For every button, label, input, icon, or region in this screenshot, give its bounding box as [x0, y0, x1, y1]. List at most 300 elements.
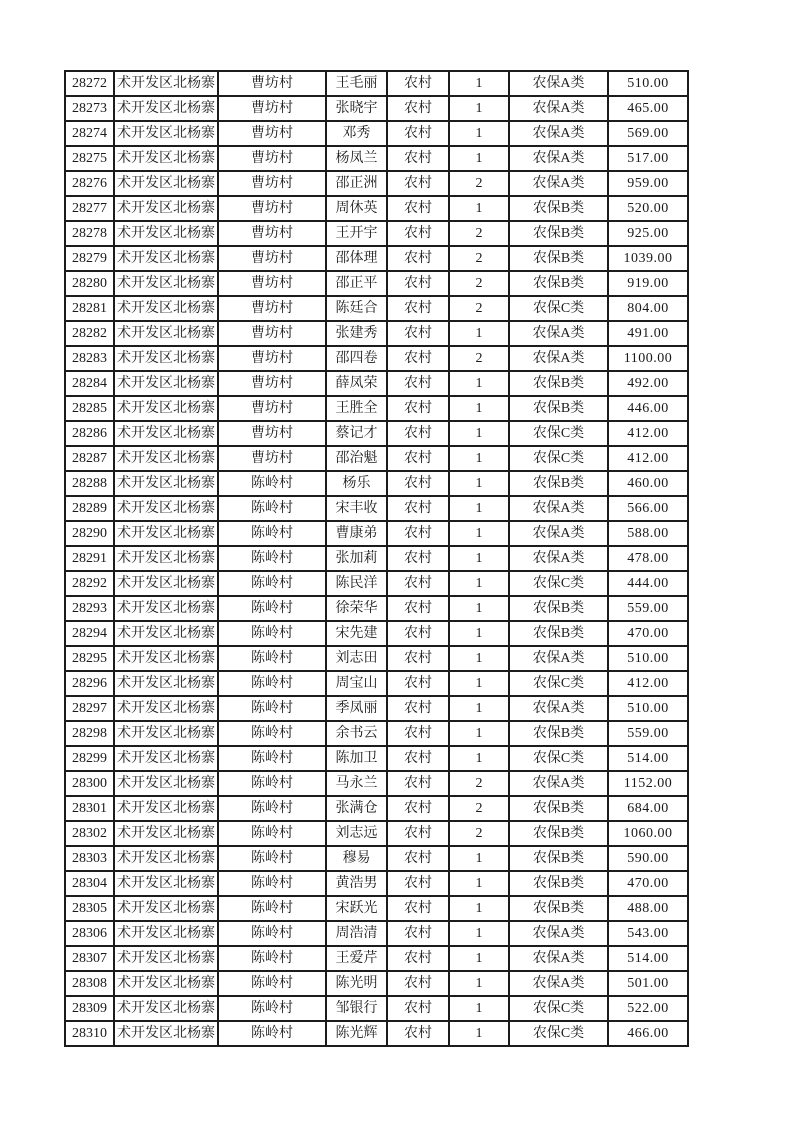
- residence-cell: 农村: [387, 746, 449, 771]
- table-row: [65, 246, 688, 271]
- count-cell: 1: [449, 396, 509, 421]
- id-cell: 28276: [65, 171, 114, 196]
- id-cell: 28307: [65, 946, 114, 971]
- village-cell: 曹坊村: [218, 71, 326, 96]
- category-cell: 农保A类: [509, 346, 608, 371]
- amount-cell: 1100.00: [608, 346, 688, 371]
- category-cell: 农保C类: [509, 571, 608, 596]
- name-cell: 邵体理: [326, 246, 387, 271]
- district-cell: 术开发区北杨寨: [114, 446, 218, 471]
- residence-cell: 农村: [387, 646, 449, 671]
- category-cell: 农保A类: [509, 171, 608, 196]
- village-cell: 曹坊村: [218, 371, 326, 396]
- id-cell: 28297: [65, 696, 114, 721]
- count-cell: 1: [449, 496, 509, 521]
- district-cell: 术开发区北杨寨: [114, 321, 218, 346]
- amount-cell: 510.00: [608, 696, 688, 721]
- district-cell: 术开发区北杨寨: [114, 971, 218, 996]
- amount-cell: 412.00: [608, 446, 688, 471]
- count-cell: 1: [449, 121, 509, 146]
- id-cell: 28310: [65, 1021, 114, 1046]
- category-cell: 农保B类: [509, 196, 608, 221]
- residence-cell: 农村: [387, 321, 449, 346]
- village-cell: 曹坊村: [218, 296, 326, 321]
- village-cell: 陈岭村: [218, 671, 326, 696]
- id-cell: 28294: [65, 621, 114, 646]
- table-row: [65, 521, 688, 546]
- count-cell: 1: [449, 896, 509, 921]
- id-cell: 28302: [65, 821, 114, 846]
- amount-cell: 465.00: [608, 96, 688, 121]
- district-cell: 术开发区北杨寨: [114, 121, 218, 146]
- name-cell: 穆易: [326, 846, 387, 871]
- residence-cell: 农村: [387, 221, 449, 246]
- table-row: [65, 396, 688, 421]
- category-cell: 农保C类: [509, 446, 608, 471]
- amount-cell: 517.00: [608, 146, 688, 171]
- count-cell: 1: [449, 196, 509, 221]
- table-row: [65, 171, 688, 196]
- id-cell: 28280: [65, 271, 114, 296]
- residence-cell: 农村: [387, 696, 449, 721]
- village-cell: 陈岭村: [218, 946, 326, 971]
- count-cell: 1: [449, 871, 509, 896]
- table-row: [65, 546, 688, 571]
- village-cell: 曹坊村: [218, 196, 326, 221]
- count-cell: 1: [449, 946, 509, 971]
- residence-cell: 农村: [387, 346, 449, 371]
- table-row: [65, 971, 688, 996]
- district-cell: 术开发区北杨寨: [114, 871, 218, 896]
- category-cell: 农保A类: [509, 146, 608, 171]
- id-cell: 28272: [65, 71, 114, 96]
- table-row: [65, 846, 688, 871]
- district-cell: 术开发区北杨寨: [114, 596, 218, 621]
- table-row: [65, 96, 688, 121]
- category-cell: 农保C类: [509, 746, 608, 771]
- amount-cell: 522.00: [608, 996, 688, 1021]
- table-row: [65, 821, 688, 846]
- residence-cell: 农村: [387, 821, 449, 846]
- residence-cell: 农村: [387, 371, 449, 396]
- district-cell: 术开发区北杨寨: [114, 96, 218, 121]
- count-cell: 2: [449, 796, 509, 821]
- name-cell: 张加莉: [326, 546, 387, 571]
- village-cell: 曹坊村: [218, 121, 326, 146]
- id-cell: 28281: [65, 296, 114, 321]
- count-cell: 1: [449, 696, 509, 721]
- amount-cell: 460.00: [608, 471, 688, 496]
- district-cell: 术开发区北杨寨: [114, 146, 218, 171]
- category-cell: 农保A类: [509, 646, 608, 671]
- count-cell: 2: [449, 221, 509, 246]
- district-cell: 术开发区北杨寨: [114, 646, 218, 671]
- amount-cell: 501.00: [608, 971, 688, 996]
- category-cell: 农保A类: [509, 921, 608, 946]
- residence-cell: 农村: [387, 171, 449, 196]
- village-cell: 陈岭村: [218, 471, 326, 496]
- count-cell: 1: [449, 746, 509, 771]
- name-cell: 陈加卫: [326, 746, 387, 771]
- village-cell: 陈岭村: [218, 696, 326, 721]
- amount-cell: 543.00: [608, 921, 688, 946]
- residence-cell: 农村: [387, 896, 449, 921]
- table-row: [65, 871, 688, 896]
- residence-cell: 农村: [387, 396, 449, 421]
- name-cell: 王爱芹: [326, 946, 387, 971]
- name-cell: 刘志远: [326, 821, 387, 846]
- name-cell: 陈民洋: [326, 571, 387, 596]
- district-cell: 术开发区北杨寨: [114, 546, 218, 571]
- village-cell: 陈岭村: [218, 846, 326, 871]
- count-cell: 1: [449, 446, 509, 471]
- category-cell: 农保B类: [509, 246, 608, 271]
- village-cell: 曹坊村: [218, 446, 326, 471]
- village-cell: 陈岭村: [218, 721, 326, 746]
- district-cell: 术开发区北杨寨: [114, 896, 218, 921]
- category-cell: 农保B类: [509, 471, 608, 496]
- village-cell: 陈岭村: [218, 996, 326, 1021]
- amount-cell: 569.00: [608, 121, 688, 146]
- name-cell: 王胜全: [326, 396, 387, 421]
- village-cell: 陈岭村: [218, 971, 326, 996]
- district-cell: 术开发区北杨寨: [114, 921, 218, 946]
- count-cell: 1: [449, 371, 509, 396]
- count-cell: 1: [449, 96, 509, 121]
- category-cell: 农保A类: [509, 96, 608, 121]
- category-cell: 农保C类: [509, 996, 608, 1021]
- district-cell: 术开发区北杨寨: [114, 221, 218, 246]
- name-cell: 宋先建: [326, 621, 387, 646]
- residence-cell: 农村: [387, 296, 449, 321]
- residence-cell: 农村: [387, 271, 449, 296]
- district-cell: 术开发区北杨寨: [114, 496, 218, 521]
- name-cell: 宋丰收: [326, 496, 387, 521]
- name-cell: 马永兰: [326, 771, 387, 796]
- name-cell: 黄浩男: [326, 871, 387, 896]
- amount-cell: 1152.00: [608, 771, 688, 796]
- category-cell: 农保A类: [509, 521, 608, 546]
- category-cell: 农保B类: [509, 596, 608, 621]
- name-cell: 杨乐: [326, 471, 387, 496]
- table-row: [65, 746, 688, 771]
- district-cell: 术开发区北杨寨: [114, 696, 218, 721]
- id-cell: 28290: [65, 521, 114, 546]
- district-cell: 术开发区北杨寨: [114, 246, 218, 271]
- residence-cell: 农村: [387, 446, 449, 471]
- category-cell: 农保B类: [509, 796, 608, 821]
- count-cell: 1: [449, 921, 509, 946]
- name-cell: 余书云: [326, 721, 387, 746]
- category-cell: 农保A类: [509, 696, 608, 721]
- name-cell: 邹银行: [326, 996, 387, 1021]
- district-cell: 术开发区北杨寨: [114, 996, 218, 1021]
- id-cell: 28309: [65, 996, 114, 1021]
- name-cell: 徐荣华: [326, 596, 387, 621]
- count-cell: 1: [449, 521, 509, 546]
- name-cell: 张晓宇: [326, 96, 387, 121]
- table-row: [65, 671, 688, 696]
- id-cell: 28282: [65, 321, 114, 346]
- amount-cell: 684.00: [608, 796, 688, 821]
- id-cell: 28275: [65, 146, 114, 171]
- amount-cell: 510.00: [608, 71, 688, 96]
- id-cell: 28286: [65, 421, 114, 446]
- table-row: [65, 71, 688, 96]
- amount-cell: 412.00: [608, 671, 688, 696]
- name-cell: 蔡记才: [326, 421, 387, 446]
- amount-cell: 919.00: [608, 271, 688, 296]
- count-cell: 1: [449, 1021, 509, 1046]
- category-cell: 农保C类: [509, 421, 608, 446]
- count-cell: 1: [449, 321, 509, 346]
- name-cell: 薛凤荣: [326, 371, 387, 396]
- id-cell: 28292: [65, 571, 114, 596]
- village-cell: 曹坊村: [218, 246, 326, 271]
- amount-cell: 804.00: [608, 296, 688, 321]
- district-cell: 术开发区北杨寨: [114, 196, 218, 221]
- count-cell: 2: [449, 771, 509, 796]
- name-cell: 王开宇: [326, 221, 387, 246]
- id-cell: 28288: [65, 471, 114, 496]
- name-cell: 陈光辉: [326, 1021, 387, 1046]
- count-cell: 1: [449, 421, 509, 446]
- count-cell: 1: [449, 621, 509, 646]
- village-cell: 陈岭村: [218, 546, 326, 571]
- amount-cell: 566.00: [608, 496, 688, 521]
- village-cell: 曹坊村: [218, 346, 326, 371]
- residence-cell: 农村: [387, 421, 449, 446]
- village-cell: 陈岭村: [218, 571, 326, 596]
- count-cell: 2: [449, 296, 509, 321]
- table-row: [65, 146, 688, 171]
- residence-cell: 农村: [387, 196, 449, 221]
- id-cell: 28289: [65, 496, 114, 521]
- count-cell: 1: [449, 996, 509, 1021]
- district-cell: 术开发区北杨寨: [114, 846, 218, 871]
- village-cell: 陈岭村: [218, 496, 326, 521]
- category-cell: 农保A类: [509, 496, 608, 521]
- id-cell: 28306: [65, 921, 114, 946]
- category-cell: 农保B类: [509, 271, 608, 296]
- residence-cell: 农村: [387, 571, 449, 596]
- residence-cell: 农村: [387, 871, 449, 896]
- category-cell: 农保A类: [509, 771, 608, 796]
- count-cell: 2: [449, 171, 509, 196]
- amount-cell: 559.00: [608, 721, 688, 746]
- name-cell: 周浩清: [326, 921, 387, 946]
- table-row: [65, 371, 688, 396]
- id-cell: 28291: [65, 546, 114, 571]
- table-row: [65, 621, 688, 646]
- count-cell: 1: [449, 146, 509, 171]
- district-cell: 术开发区北杨寨: [114, 346, 218, 371]
- id-cell: 28299: [65, 746, 114, 771]
- category-cell: 农保A类: [509, 971, 608, 996]
- count-cell: 1: [449, 846, 509, 871]
- category-cell: 农保A类: [509, 121, 608, 146]
- district-cell: 术开发区北杨寨: [114, 296, 218, 321]
- count-cell: 2: [449, 821, 509, 846]
- table-row: [65, 646, 688, 671]
- table-row: [65, 696, 688, 721]
- residence-cell: 农村: [387, 996, 449, 1021]
- count-cell: 1: [449, 596, 509, 621]
- residence-cell: 农村: [387, 596, 449, 621]
- amount-cell: 514.00: [608, 946, 688, 971]
- residence-cell: 农村: [387, 721, 449, 746]
- district-cell: 术开发区北杨寨: [114, 521, 218, 546]
- village-cell: 曹坊村: [218, 396, 326, 421]
- table-row: [65, 196, 688, 221]
- table-row: [65, 921, 688, 946]
- count-cell: 2: [449, 246, 509, 271]
- id-cell: 28293: [65, 596, 114, 621]
- category-cell: 农保B类: [509, 371, 608, 396]
- amount-cell: 470.00: [608, 871, 688, 896]
- residence-cell: 农村: [387, 471, 449, 496]
- id-cell: 28284: [65, 371, 114, 396]
- residence-cell: 农村: [387, 121, 449, 146]
- count-cell: 1: [449, 971, 509, 996]
- table-row: [65, 796, 688, 821]
- residence-cell: 农村: [387, 671, 449, 696]
- name-cell: 邵正平: [326, 271, 387, 296]
- id-cell: 28296: [65, 671, 114, 696]
- district-cell: 术开发区北杨寨: [114, 1021, 218, 1046]
- residence-cell: 农村: [387, 521, 449, 546]
- village-cell: 曹坊村: [218, 146, 326, 171]
- name-cell: 刘志田: [326, 646, 387, 671]
- amount-cell: 1039.00: [608, 246, 688, 271]
- id-cell: 28301: [65, 796, 114, 821]
- amount-cell: 520.00: [608, 196, 688, 221]
- village-cell: 曹坊村: [218, 221, 326, 246]
- id-cell: 28273: [65, 96, 114, 121]
- name-cell: 邵治魁: [326, 446, 387, 471]
- amount-cell: 559.00: [608, 596, 688, 621]
- village-cell: 陈岭村: [218, 621, 326, 646]
- amount-cell: 492.00: [608, 371, 688, 396]
- amount-cell: 491.00: [608, 321, 688, 346]
- name-cell: 邵四卷: [326, 346, 387, 371]
- residence-cell: 农村: [387, 971, 449, 996]
- district-cell: 术开发区北杨寨: [114, 771, 218, 796]
- id-cell: 28303: [65, 846, 114, 871]
- id-cell: 28277: [65, 196, 114, 221]
- table-row: [65, 596, 688, 621]
- amount-cell: 590.00: [608, 846, 688, 871]
- category-cell: 农保A类: [509, 946, 608, 971]
- name-cell: 周宝山: [326, 671, 387, 696]
- name-cell: 季凤丽: [326, 696, 387, 721]
- village-cell: 陈岭村: [218, 896, 326, 921]
- district-cell: 术开发区北杨寨: [114, 471, 218, 496]
- table-row: [65, 321, 688, 346]
- count-cell: 2: [449, 346, 509, 371]
- category-cell: 农保B类: [509, 621, 608, 646]
- count-cell: 1: [449, 71, 509, 96]
- id-cell: 28304: [65, 871, 114, 896]
- count-cell: 1: [449, 671, 509, 696]
- amount-cell: 446.00: [608, 396, 688, 421]
- village-cell: 陈岭村: [218, 1021, 326, 1046]
- table-row: [65, 271, 688, 296]
- village-cell: 陈岭村: [218, 921, 326, 946]
- amount-cell: 470.00: [608, 621, 688, 646]
- id-cell: 28283: [65, 346, 114, 371]
- residence-cell: 农村: [387, 796, 449, 821]
- amount-cell: 510.00: [608, 646, 688, 671]
- residence-cell: 农村: [387, 771, 449, 796]
- name-cell: 王毛丽: [326, 71, 387, 96]
- table-row: [65, 496, 688, 521]
- village-cell: 陈岭村: [218, 646, 326, 671]
- name-cell: 邓秀: [326, 121, 387, 146]
- category-cell: 农保A类: [509, 71, 608, 96]
- residence-cell: 农村: [387, 96, 449, 121]
- residence-cell: 农村: [387, 246, 449, 271]
- table-row: [65, 721, 688, 746]
- village-cell: 曹坊村: [218, 321, 326, 346]
- id-cell: 28278: [65, 221, 114, 246]
- name-cell: 张满仓: [326, 796, 387, 821]
- village-cell: 曹坊村: [218, 96, 326, 121]
- table-body: [65, 71, 688, 1046]
- district-cell: 术开发区北杨寨: [114, 621, 218, 646]
- district-cell: 术开发区北杨寨: [114, 671, 218, 696]
- district-cell: 术开发区北杨寨: [114, 821, 218, 846]
- table-row: [65, 896, 688, 921]
- amount-cell: 444.00: [608, 571, 688, 596]
- id-cell: 28300: [65, 771, 114, 796]
- category-cell: 农保A类: [509, 546, 608, 571]
- amount-cell: 514.00: [608, 746, 688, 771]
- table-row: [65, 346, 688, 371]
- count-cell: 1: [449, 646, 509, 671]
- village-cell: 曹坊村: [218, 421, 326, 446]
- residence-cell: 农村: [387, 496, 449, 521]
- district-cell: 术开发区北杨寨: [114, 946, 218, 971]
- id-cell: 28298: [65, 721, 114, 746]
- table-row: [65, 771, 688, 796]
- count-cell: 1: [449, 471, 509, 496]
- district-cell: 术开发区北杨寨: [114, 371, 218, 396]
- category-cell: 农保A类: [509, 321, 608, 346]
- id-cell: 28279: [65, 246, 114, 271]
- category-cell: 农保B类: [509, 871, 608, 896]
- table-row: [65, 996, 688, 1021]
- table-row: [65, 946, 688, 971]
- district-cell: 术开发区北杨寨: [114, 421, 218, 446]
- table-row: [65, 471, 688, 496]
- category-cell: 农保B类: [509, 846, 608, 871]
- count-cell: 1: [449, 721, 509, 746]
- id-cell: 28274: [65, 121, 114, 146]
- name-cell: 陈廷合: [326, 296, 387, 321]
- category-cell: 农保B类: [509, 896, 608, 921]
- category-cell: 农保B类: [509, 821, 608, 846]
- id-cell: 28295: [65, 646, 114, 671]
- district-cell: 术开发区北杨寨: [114, 571, 218, 596]
- district-cell: 术开发区北杨寨: [114, 71, 218, 96]
- village-cell: 陈岭村: [218, 796, 326, 821]
- residence-cell: 农村: [387, 71, 449, 96]
- table-row: [65, 296, 688, 321]
- count-cell: 1: [449, 546, 509, 571]
- id-cell: 28285: [65, 396, 114, 421]
- name-cell: 杨凤兰: [326, 146, 387, 171]
